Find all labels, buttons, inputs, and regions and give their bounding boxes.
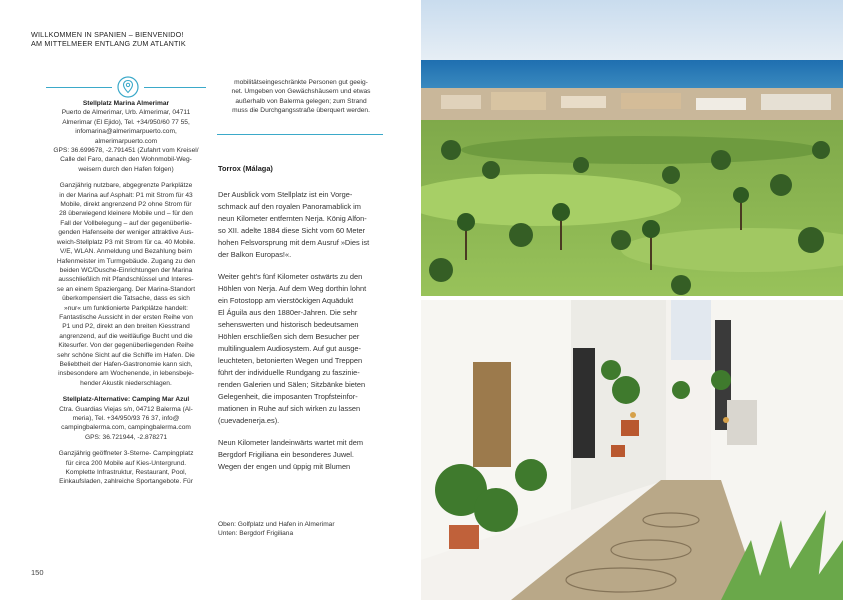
address-line: Puerto de Almerimar, Urb. Almerimar, 04711: [61, 109, 191, 117]
section-heading: Torrox (Málaga): [218, 164, 273, 173]
continuation-line: mobilitätseingeschränkte Personen gut geeig-: [234, 79, 368, 86]
text-line: Höhlen erschließen sich dem Besucher per: [218, 332, 360, 341]
continuation-line: net. Umgeben von Gewächshäusern und etwas: [231, 88, 371, 96]
text-line: neun Kilometer entfernten Nerja. König Alfon-: [218, 214, 367, 223]
alt-address-line: Ctra. Guardias Viejas s/n, 04712 Balerma (Al-: [59, 405, 193, 413]
alt-address-line: campingbalerma.com, campingbalerma.com: [61, 424, 191, 432]
text-line: führt der individuelle Rundgang zu faszinie-: [218, 368, 360, 377]
divider-right: [144, 87, 206, 88]
text-line: schmack auf den royalen Panoramablick im: [218, 202, 361, 211]
description-line: insbesondere am Wochenende, in lebensbeje-: [58, 370, 194, 378]
description-line: Ganzjährig nutzbare, abgegrenzte Parkplätze: [59, 182, 193, 190]
alt-address-line: meria), Tel. +34/950/93 76 37, info@: [72, 415, 180, 422]
map-pin-icon: [117, 76, 139, 98]
middle-column-top: [217, 78, 385, 115]
text-line: (cuevadenerja.es).: [218, 416, 280, 425]
text-line: sehenswerten und historisch bedeutsamen: [218, 320, 359, 329]
description-line: Fall der Vollbelegung – auf der gegenüberlie-: [60, 219, 192, 227]
photo-column: [421, 0, 843, 600]
text-line: mationen in Ruhe auf sich wirken zu lassen: [218, 404, 361, 413]
divider-left: [46, 87, 112, 88]
description-line: in der Marina auf Asphalt: P1 mit Strom für 43: [59, 191, 193, 199]
paragraph-3: [218, 437, 380, 473]
paragraph-2: [218, 271, 380, 427]
description-line: Fantastische Aussicht in der ersten Reihe von: [59, 313, 193, 321]
text-line: leuchteten, betonierten Wegen und Treppen: [218, 356, 363, 365]
text-line: multilingualem Audiosystem. Auf gut ausge-: [218, 344, 361, 353]
text-line: ein Fotostopp am vierstöckigen Aquädukt: [218, 296, 354, 305]
text-line: Bergdorf Frigiliana ein besonderes Juwel.: [218, 450, 354, 459]
description-line: se an einem Spaziergang. Der Marina-Standort: [56, 285, 196, 293]
text-line: Höhlen von Nerja. Auf dem Weg dorthin lohnt: [218, 284, 367, 293]
description-line: Beliebtheit der Hafen-Gastronomie kann sich,: [59, 360, 193, 368]
description-line: hender Akustik niederschlagen.: [80, 379, 172, 387]
header-line-1: WILLKOMMEN IN SPANIEN – BIENVENIDO!: [31, 30, 184, 39]
description-line: überkompensiert die Tatsache, dass es sich: [62, 295, 190, 303]
description-line: angrenzend, auf die weitläufige Bucht und die: [59, 332, 193, 340]
address-line: weisern durch den Hafen folgen): [78, 165, 174, 173]
alt-description-line: Ganzjährig geöffneter 3-Sterne- Campingplatz: [58, 450, 194, 458]
left-column: [41, 99, 211, 487]
caption-top: Oben: Golfplatz und Hafen in Almerimar: [218, 521, 335, 528]
description-line: »nur« um funktionierte Parkplätze handelt:: [64, 304, 188, 312]
text-line: Der Ausblick vom Stellplatz ist ein Vorge-: [218, 190, 353, 199]
description-line: sehr schöne Sicht auf die Schiffe im Hafen. Die: [57, 351, 195, 359]
photo-caption: [218, 520, 388, 538]
frigiliana-photo: [421, 300, 843, 600]
description-line: Hafenmeister im Turmgebäude. Zugang zu den: [56, 257, 196, 265]
alt-description-line: für circa 200 Mobile auf Kies-Untergrund.: [65, 459, 187, 467]
address-line: infomarina@almerimarpuerto.com,: [75, 128, 177, 136]
description-line: V/E, WLAN. Anmeldung und Bezahlung beim: [60, 248, 192, 256]
alternative-title: Stellplatz-Alternative: Camping Mar Azul: [62, 396, 190, 404]
text-line: hohen Felsvorsprung mit dem Ausruf »Dies ist: [218, 238, 370, 247]
text-line: renden Galerien und Sälen; Sitzbänke bieten: [218, 380, 366, 389]
description-line: ausschließlich mit Pfandschlüssel und Interes-: [58, 276, 194, 284]
paragraph-1: [218, 189, 380, 261]
middle-column-body: [218, 163, 380, 483]
divider-middle: [217, 134, 383, 135]
left-page: [0, 0, 421, 600]
text-line: Wegen der engen und üppig mit Blumen: [218, 462, 351, 471]
continuation-line: außerhalb von Balerma gelegen; zum Strand: [235, 97, 367, 105]
description-line: weich-Stellplatz P3 mit Strom für ca. 40 Mobile.: [56, 238, 196, 246]
description-line: P1 und P2, direkt an den breiten Kiesstrand: [62, 323, 190, 331]
text-line: Weiter geht's fünf Kilometer ostwärts zu den: [218, 272, 363, 281]
page-number: 150: [31, 568, 44, 577]
caption-bottom: Unten: Bergdorf Frigiliana: [218, 530, 294, 538]
text-line: El Águila aus den 1880er-Jahren. Die sehr: [218, 308, 358, 317]
alt-description-line: Komplette Infrastruktur, Restaurant, Pool,: [65, 469, 187, 477]
address-line: Almerimar (El Ejido), Tel. +34/950/60 77 55,: [62, 118, 190, 126]
continuation-line: muss die Durchgangsstraße überquert werden.: [232, 106, 370, 114]
description-line: Kitesurfer. Von der gegenüberliegenden Reihe: [58, 342, 194, 350]
text-line: Gelegenheit, die imposanten Tropfsteinfor-: [218, 392, 358, 401]
golf-harbour-photo: [421, 0, 843, 296]
description-line: Mobile, direkt angrenzend P2 ohne Strom für: [60, 201, 192, 209]
address-line: almerimarpuerto.com: [94, 137, 158, 145]
text-line: so XII. adelte 1884 diese Sicht vom 60 Meter: [218, 226, 366, 235]
alt-description-line: Einkaufsladen, zahlreiche Sportangebote. Für: [59, 478, 193, 486]
address-line: GPS: 36.699678, -2.791451 (Zufahrt vom Kreisel/: [53, 147, 199, 155]
text-line: Neun Kilometer landeinwärts wartet mit dem: [218, 438, 363, 447]
text-line: der Balkon Europas!«.: [218, 250, 292, 259]
header-line-2: AM MITTELMEER ENTLANG ZUM ATLANTIK: [31, 39, 186, 48]
address-line: Calle del Faro, danach den Wohnmobil-Weg-: [60, 156, 192, 164]
description-line: 28 überwiegend kleinere Mobile und – für den: [59, 210, 193, 218]
description-line: beiden WC/Dusche-Einrichtungen der Marina: [59, 266, 193, 274]
stellplatz-title: Stellplatz Marina Almerimar: [82, 100, 170, 107]
alt-address-line: GPS: 36.721944, -2.878271: [84, 433, 168, 441]
description-line: genden Hafenseite der weniger attraktive Aus-: [58, 229, 194, 237]
chapter-header: [31, 30, 186, 48]
